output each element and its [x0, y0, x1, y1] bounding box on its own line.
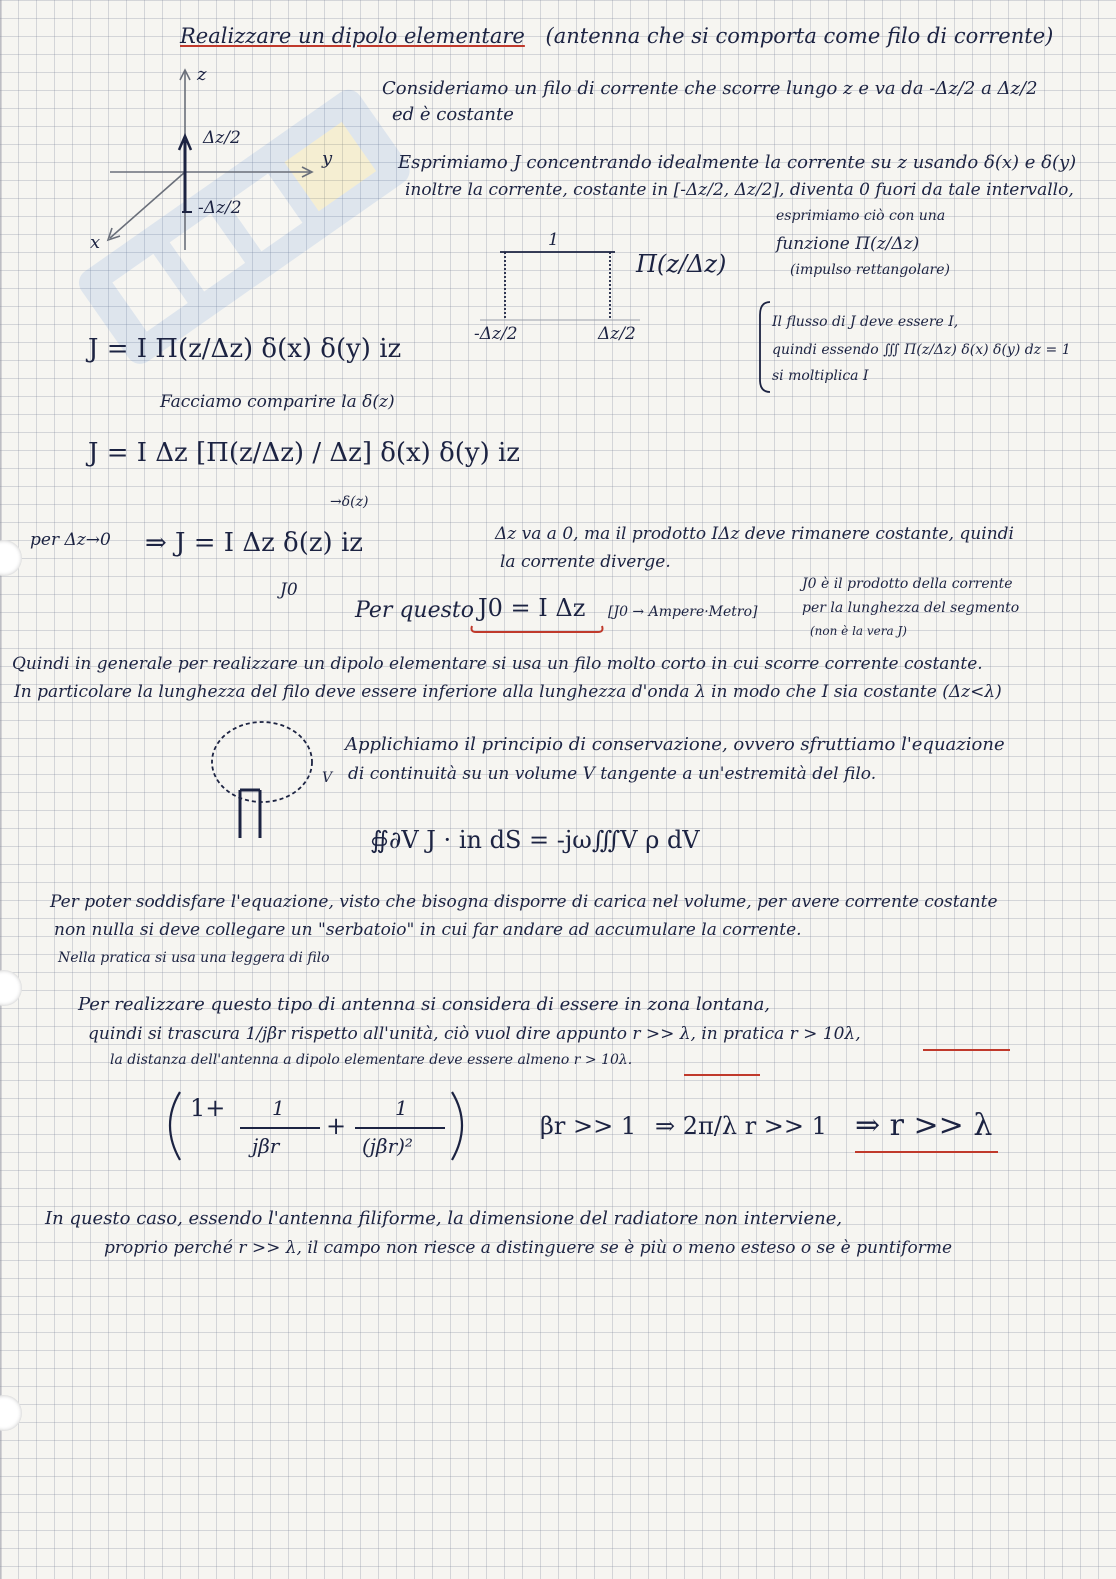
- j0-mark: J0: [280, 580, 298, 600]
- farfield-arrow-3: ⇒ r >> λ: [855, 1108, 993, 1143]
- volume-v-label: V: [322, 770, 333, 786]
- paragraph4-line2: proprio perché r >> λ, il campo non riesce a distinguere se è più o meno esteso o se è puntiforme: [104, 1238, 953, 1258]
- z-axis-label: z: [197, 64, 207, 85]
- farfield-den2: (jβr)²: [362, 1134, 413, 1158]
- j0-note-2: per la lunghezza del segmento: [802, 600, 1020, 616]
- continuity-line1: Applichiamo il principio di conservazione, ovvero sfruttiamo l'equazione: [345, 734, 1005, 755]
- continuity-line2: di continuità su un volume V tangente a un'estremità del filo.: [348, 764, 877, 784]
- pulse-right-label: Δz/2: [598, 324, 636, 344]
- bottom-mark-label: -Δz/2: [198, 198, 242, 218]
- equation-1: J = I Π(z/Δz) δ(x) δ(y) iz: [88, 334, 402, 364]
- faccio-text: Facciamo comparire la δ(z): [160, 392, 395, 412]
- paragraph2-line1: Per poter soddisfare l'equazione, visto che bisogna disporre di carica nel volume, per avere corrente costante: [50, 892, 998, 912]
- y-axis-label: y: [322, 148, 333, 169]
- equation-2-under: →δ(z): [330, 494, 369, 510]
- j0-note-3: (non è la vera J): [810, 624, 907, 638]
- equation-4: J0 = I Δz: [478, 594, 586, 622]
- continuity-equation: ∯∂V J · in dS = -jω∭V ρ dV: [370, 826, 700, 854]
- farfield-den1: jβr: [252, 1134, 280, 1158]
- j0-note-1: J0 è il prodotto della corrente: [802, 576, 1013, 592]
- rect-pulse-plot: [480, 252, 640, 320]
- farfield-one: 1+: [190, 1094, 226, 1122]
- limit-note-2: la corrente diverge.: [500, 552, 671, 572]
- continuity-sketch: [212, 722, 312, 838]
- title-note: (antenna che si comporta come filo di corrente): [545, 24, 1054, 48]
- intro-line-7: (impulso rettangolare): [790, 262, 950, 278]
- intro-line-2: ed è costante: [392, 104, 514, 125]
- paragraph1-line2: In particolare la lunghezza del filo deve essere inferiore alla lunghezza d'onda λ in modo che I sia costante (Δz<λ): [14, 682, 1002, 702]
- equation-2: J = I Δz [Π(z/Δz) / Δz] δ(x) δ(y) iz: [88, 438, 520, 468]
- intro-line-4: inoltre la corrente, costante in [-Δz/2, Δz/2], diventa 0 fuori da tale intervallo,: [405, 180, 1074, 200]
- x-axis-label: x: [90, 232, 101, 253]
- paragraph4-line1: In questo caso, essendo l'antenna filiforme, la dimensione del radiatore non interviene,: [45, 1208, 843, 1229]
- farfield-arrow-2: ⇒ 2π/λ r >> 1: [655, 1112, 827, 1140]
- farfield-num2: 1: [395, 1096, 408, 1120]
- equation-3: ⇒ J = I Δz δ(z) iz: [145, 528, 363, 558]
- paragraph2-line2: non nulla si deve collegare un "serbatoio" in cui far andare ad accumulare la corrente.: [54, 920, 802, 940]
- paragraph2-line3: Nella pratica si usa una leggera di filo: [58, 950, 330, 966]
- farfield-arrow-1: βr >> 1: [540, 1112, 637, 1140]
- paragraph3-line3: la distanza dell'antenna a dipolo elementare deve essere almeno r > 10λ.: [110, 1052, 633, 1068]
- intro-line-6: funzione Π(z/Δz): [776, 234, 920, 254]
- farfield-num1: 1: [272, 1096, 285, 1120]
- x-axis: [110, 172, 185, 238]
- note-bracket: [760, 302, 770, 392]
- units-note: [J0 → Ampere·Metro]: [608, 604, 758, 620]
- top-mark-label: Δz/2: [203, 128, 241, 148]
- intro-line-5: esprimiamo ciò con una: [776, 208, 946, 224]
- paragraph1-line1: Quindi in generale per realizzare un dipolo elementare si usa un filo molto corto in cui scorre corrente costante.: [12, 654, 983, 674]
- pulse-height-label: 1: [548, 230, 559, 250]
- intro-line-1: Consideriamo un filo di corrente che scorre lungo z e va da -Δz/2 a Δz/2: [382, 78, 1038, 99]
- pulse-func-label: Π(z/Δz): [636, 250, 727, 278]
- intro-line-3: Esprimiamo J concentrando idealmente la corrente su z usando δ(x) e δ(y): [398, 152, 1077, 173]
- limit-note-1: Δz va a 0, ma il prodotto IΔz deve rimanere costante, quindi: [495, 524, 1014, 544]
- note-flux-1: Il flusso di J deve essere I,: [772, 314, 959, 330]
- limit-lhs: per Δz→0: [30, 530, 111, 550]
- note-flux-2: quindi essendo ∭ Π(z/Δz) δ(x) δ(y) dz = 1: [772, 342, 1071, 358]
- j0-highlight: [472, 626, 603, 632]
- paragraph3-line1: Per realizzare questo tipo di antenna si considera di essere in zona lontana,: [78, 994, 771, 1015]
- pulse-left-label: -Δz/2: [474, 324, 518, 344]
- note-flux-3: si moltiplica I: [772, 368, 869, 384]
- per-questo: Per questo: [355, 598, 474, 623]
- title-main: Realizzare un dipolo elementare: [180, 24, 525, 48]
- paragraph3-line2: quindi si trascura 1/jβr rispetto all'unità, ciò vuol dire appunto r >> λ, in pratica r > 10λ,: [88, 1024, 861, 1044]
- farfield-plus: +: [326, 1112, 347, 1140]
